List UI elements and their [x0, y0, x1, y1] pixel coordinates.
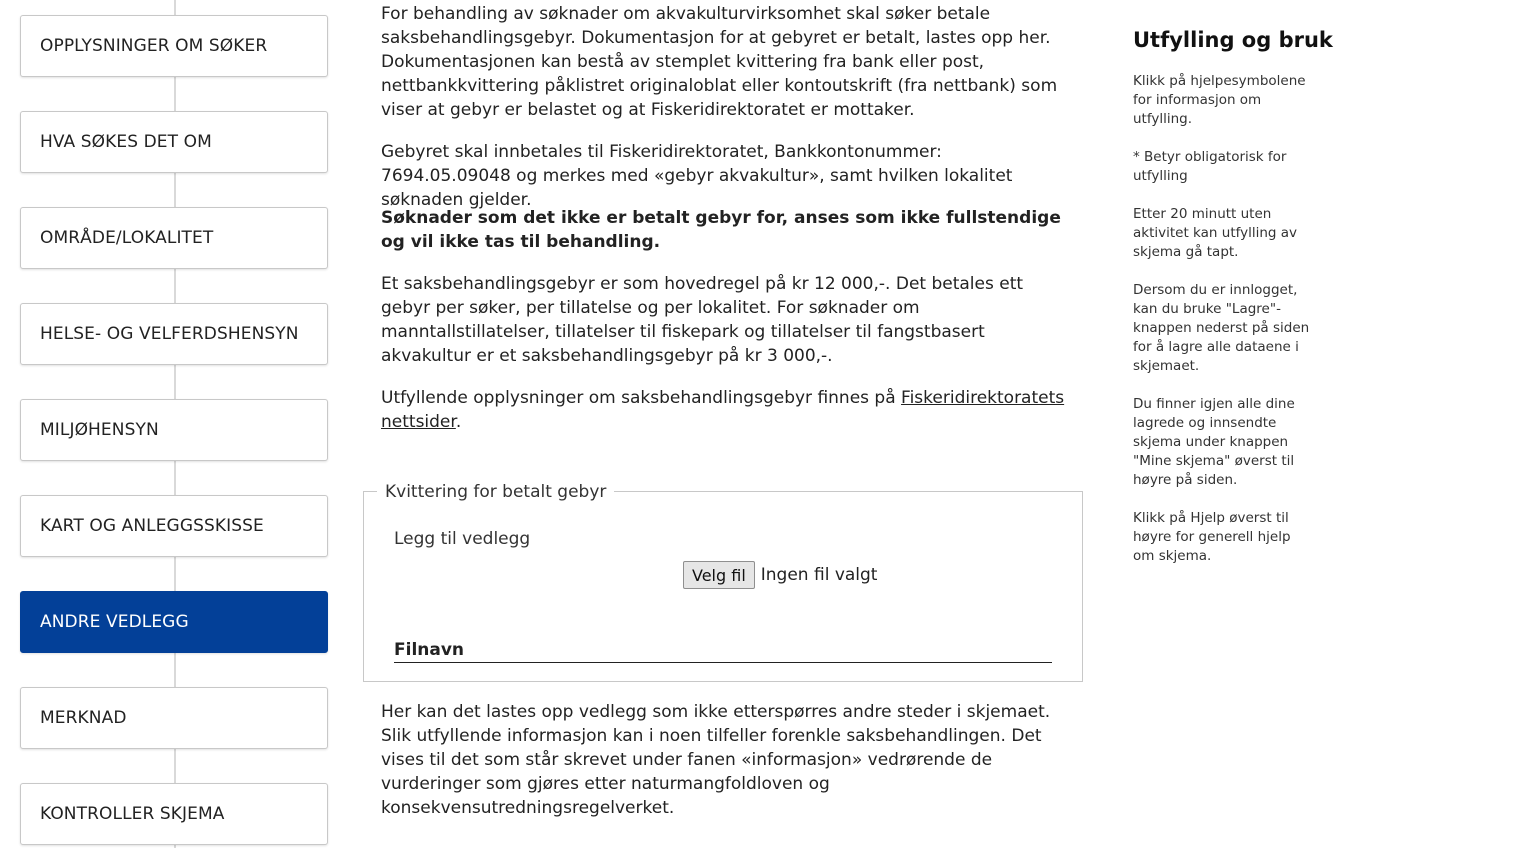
step-miljohensyn[interactable]: MILJØHENSYN: [20, 399, 328, 461]
fee-amount-paragraph: Et saksbehandlingsgebyr er som hovedregel på kr 12 000,-. Det betales ett gebyr per søker, per tillatelse og per lokalitet. For søknader om manntallstillatelser, tillatelser til fiskepark og tillatelser til fangstbasert akvakultur er et saksbehandlingsgebyr på kr 3 000,-.: [381, 274, 1024, 366]
help-text-required: * Betyr obligatorisk for utfylling: [1133, 149, 1287, 184]
step-kontroller-skjema[interactable]: KONTROLLER SKJEMA: [20, 783, 328, 845]
receipt-upload-legend: Kvittering for betalt gebyr: [377, 481, 614, 503]
bank-account-paragraph: Gebyret skal innbetales til Fiskeridirektoratet, Bankkontonummer: 7694.05.09048 og merkes med «gebyr akvakultur», samt hvilken lokalitet søknaden gjelder.: [381, 142, 1013, 210]
step-merknad[interactable]: MERKNAD: [20, 687, 328, 749]
step-omrade-lokalitet[interactable]: OMRÅDE/LOKALITET: [20, 207, 328, 269]
step-helse-og-velferdshensyn[interactable]: HELSE- OG VELFERDSHENSYN: [20, 303, 328, 365]
receipt-upload-fieldset: [363, 482, 1083, 682]
more-info-paragraph: [381, 386, 1071, 434]
more-info-end: .: [455, 412, 462, 432]
step-opplysninger-om-soker[interactable]: OPPLYSNINGER OM SØKER: [20, 15, 328, 77]
filename-column-header: Filnavn: [394, 638, 1052, 663]
more-info-text: Utfyllende opplysninger om saksbehandlingsgebyr finnes på: [381, 388, 902, 408]
step-hva-sokes-det-om[interactable]: HVA SØKES DET OM: [20, 111, 328, 173]
help-text-my-forms: Du finner igjen alle dine lagrede og innsendte skjema under knappen "Mine skjema" øverst til høyre på siden.: [1133, 396, 1295, 488]
help-text-general-help: Klikk på Hjelp øverst til høyre for generell hjelp om skjema.: [1133, 510, 1291, 564]
form-step-navigation: [0, 0, 340, 848]
choose-file-button[interactable]: Velg fil: [683, 561, 755, 589]
file-status-text: Ingen fil valgt: [760, 565, 878, 585]
help-title: Utfylling og bruk: [1133, 28, 1333, 52]
step-andre-vedlegg-active[interactable]: ANDRE VEDLEGG: [20, 591, 328, 653]
other-attachments-paragraph: Her kan det lastes opp vedlegg som ikke etterspørres andre steder i skjemaet. Slik utfyllende informasjon kan i noen tilfeller forenkle saksbehandlingen. Det vises til det som står skrevet under fanen «informasjon» vedrørende de vurderinger som gjøres etter naturmangfoldloven og konsekvensutredningsregelverket.: [381, 702, 1051, 818]
fiskeridirektoratet-link[interactable]: Fiskeridirektoratets nettsider: [381, 388, 1065, 432]
help-text-save: Dersom du er innlogget, kan du bruke "Lagre"-knappen nederst på siden for å lagre alle dataene i skjemaet.: [1133, 282, 1310, 374]
add-attachment-label: Legg til vedlegg: [394, 529, 531, 549]
help-text-help-symbols: Klikk på hjelpesymbolene for informasjon om utfylling.: [1133, 73, 1306, 127]
fee-warning-paragraph: Søknader som det ikke er betalt gebyr for, anses som ikke fullstendige og vil ikke tas til behandling.: [381, 208, 1061, 252]
help-text-timeout: Etter 20 minutt uten aktivitet kan utfylling av skjema gå tapt.: [1133, 206, 1298, 260]
file-input[interactable]: [683, 561, 877, 589]
step-kart-og-anleggsskisse[interactable]: KART OG ANLEGGSSKISSE: [20, 495, 328, 557]
fee-info-paragraph: For behandling av søknader om akvakulturvirksomhet skal søker betale saksbehandlingsgebyr. Dokumentasjon for at gebyret er betalt, lastes opp her. Dokumentasjonen kan bestå av stemplet kvittering fra bank eller post, nettbankkvittering påklistret originaloblat eller kontoutskrift (fra nettbank) som viser at gebyr er belastet og at Fiskeridirektoratet er mottaker.: [381, 4, 1058, 120]
